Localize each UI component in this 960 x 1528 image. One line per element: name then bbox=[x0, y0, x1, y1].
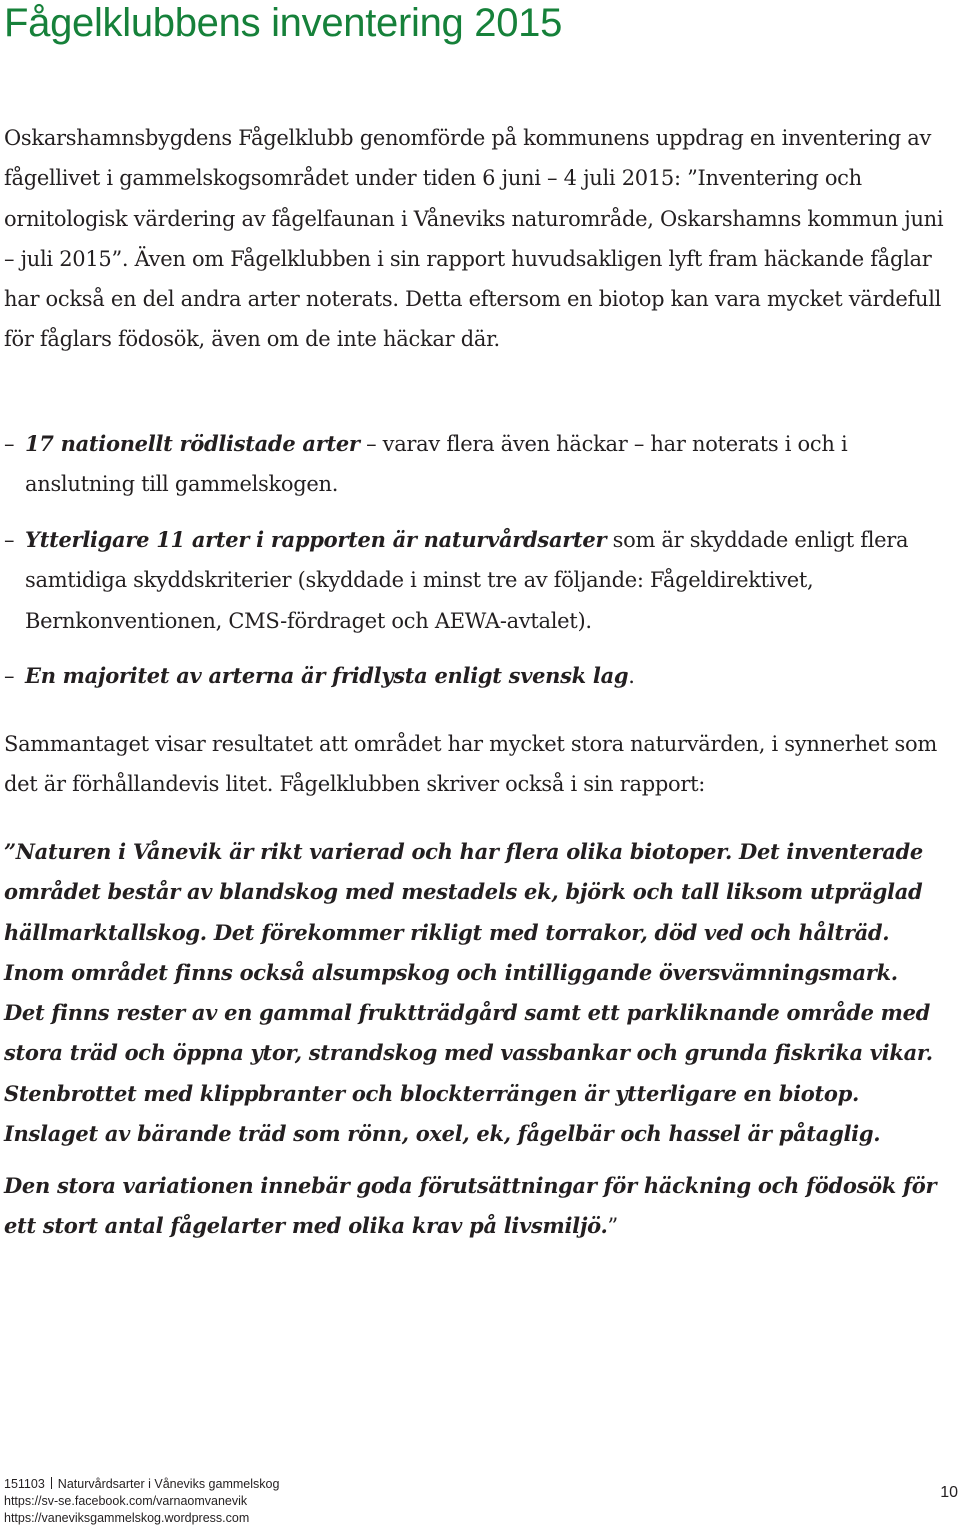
page-footer bbox=[4, 1476, 279, 1527]
bullet-emphasis: Ytterligare 11 arter i rapporten är naturvårdsarter bbox=[25, 527, 607, 552]
intro-paragraph: Oskarshamnsbygdens Fågelklubb genomförde på kommunens uppdrag en inventering av fågellivet i gammelskogsområdet under tiden 6 juni – 4 juli 2015: ”Inventering och ornitologisk värdering av fågelfaunan i Våneviks naturområde, Oskarshamns kommun juni – juli 2015”. Även om Fågelklubben i sin rapport huvudsakligen lyft fram häckande fåglar har också en del andra arter noterats. Detta eftersom en biotop kan vara mycket värdefull för fåglars födosök, även om de inte häckar där. bbox=[4, 126, 944, 352]
summary-paragraph: Sammantaget visar resultatet att området har mycket stora naturvärden, i synnerhet som det är förhållandevis litet. Fågelklubben skriver också i sin rapport: bbox=[4, 732, 937, 797]
footer-blog-link[interactable]: https://vaneviksgammelskog.wordpress.com bbox=[4, 1511, 250, 1525]
bullet-text bbox=[25, 424, 944, 505]
bullet-dash: – bbox=[4, 432, 15, 456]
footer-doc-line bbox=[4, 1476, 279, 1493]
list-item bbox=[4, 656, 944, 696]
footer-doc-title: Naturvårdsarter i Våneviks gammelskog bbox=[57, 1477, 280, 1491]
footer-separator bbox=[51, 1477, 52, 1489]
bullet-rest: . bbox=[628, 664, 635, 688]
footer-doc-id: 151103 bbox=[4, 1477, 45, 1491]
bullet-dash: – bbox=[4, 528, 15, 552]
page-number: 10 bbox=[940, 1484, 958, 1501]
closing-quote-mark: ” bbox=[607, 1214, 618, 1239]
list-item bbox=[4, 520, 944, 641]
bullet-emphasis: 17 nationellt rödlistade arter bbox=[25, 431, 360, 456]
bullet-text bbox=[25, 656, 944, 696]
page-title: Fågelklubbens inventering 2015 bbox=[4, 1, 563, 45]
footer-facebook-link[interactable]: https://sv-se.facebook.com/varnaomvanevik bbox=[4, 1494, 248, 1508]
bullet-dash: – bbox=[4, 664, 15, 688]
bullet-text bbox=[25, 520, 944, 641]
quote-conclusion-text: Den stora variationen innebär goda förutsättningar för häckning och födosök för ett stort antal fågelarter med olika krav på livsmiljö. bbox=[4, 1173, 937, 1239]
bullet-rest: – varav flera även häckar – har noterats i och i anslutning till gammelskogen. bbox=[25, 432, 848, 497]
bullet-emphasis: En majoritet av arterna är fridlysta enligt svensk lag bbox=[25, 663, 629, 688]
quote-conclusion bbox=[4, 1166, 944, 1247]
bullet-rest: som är skyddade enligt flera samtidiga skyddskriterier (skyddade i minst tre av följande: Fågeldirektivet, Bernkonventionen, CMS-fördraget och AEWA-avtalet). bbox=[25, 528, 909, 633]
quote-paragraph: ”Naturen i Vånevik är rikt varierad och har flera olika biotoper. Det inventerade området består av blandskog med mestadels ek, björk och tall liksom utpräglad hällmarktallskog. Det förekommer rikligt med torrakor, död ved och hålträd. Inom området finns också alsumpskog och intilliggande översvämningsmark. Det finns rester av en gammal fruktträdgård samt ett parkliknande område med stora träd och öppna ytor, strandskog med vassbankar och grunda fiskrika vikar. Stenbrottet med klippbranter och blockterrängen är ytterligare en biotop. Inslaget av bärande träd som rönn, oxel, ek, fågelbär och hassel är påtaglig. bbox=[4, 839, 933, 1147]
list-item bbox=[4, 424, 944, 505]
